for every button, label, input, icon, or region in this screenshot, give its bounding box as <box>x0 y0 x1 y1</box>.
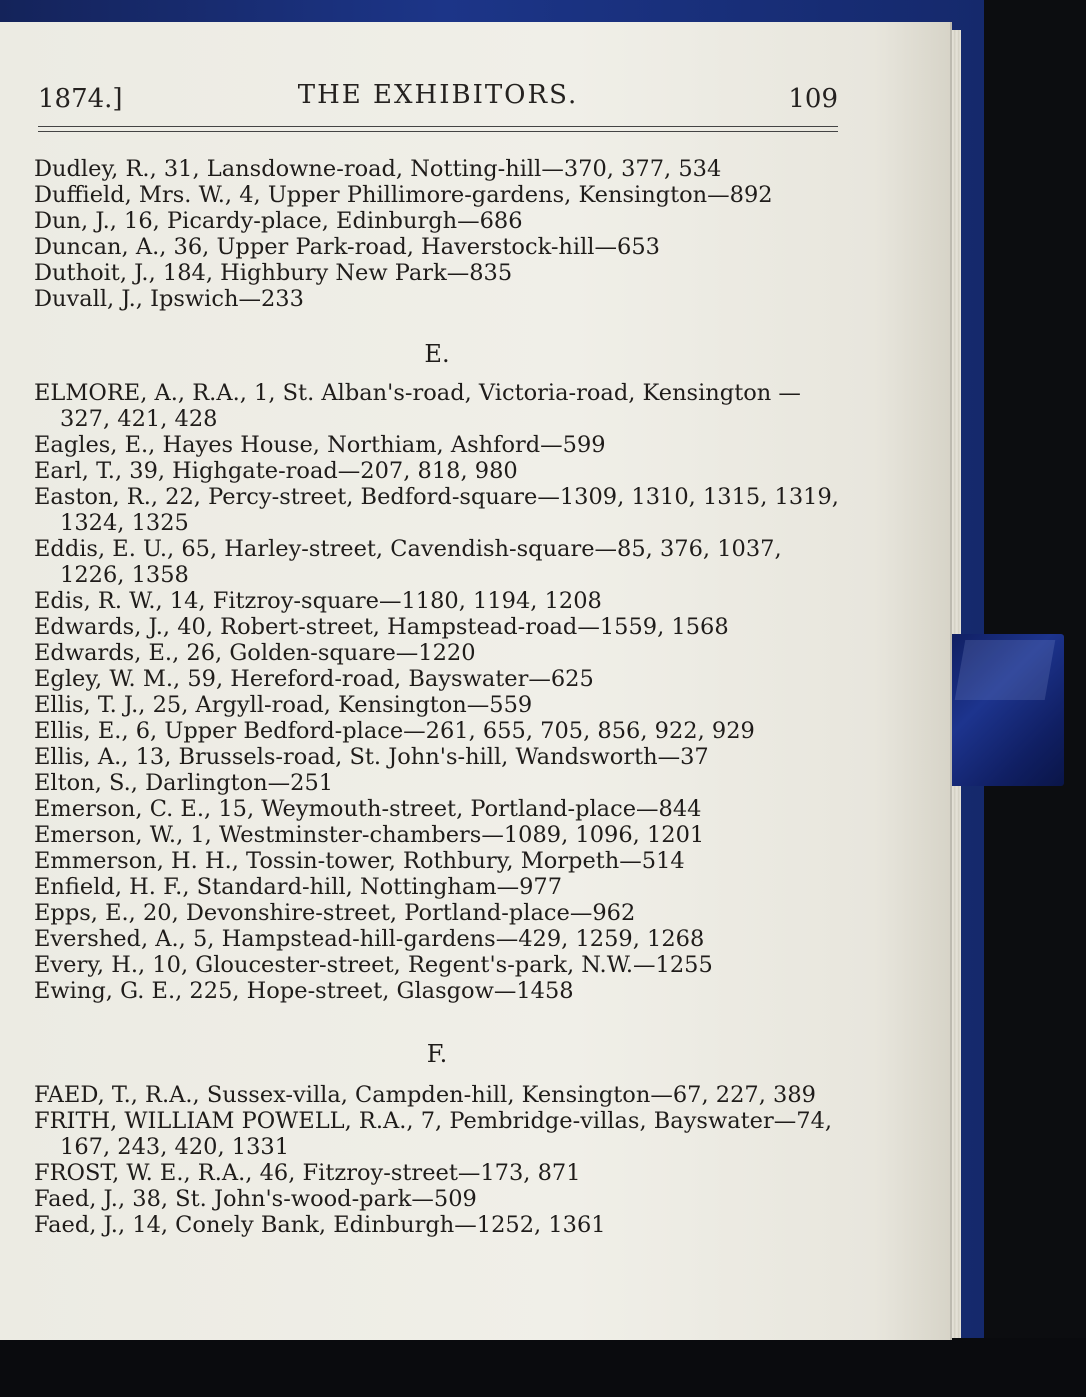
list-item: Ewing, G. E., 225, Hope-street, Glasgow—1458 <box>34 978 574 1004</box>
list-item: Faed, J., 38, St. John's-wood-park—509 <box>34 1186 477 1212</box>
page-title: THE EXHIBITORS. <box>297 80 579 110</box>
d-entries-list <box>34 156 840 312</box>
list-item: Dudley, R., 31, Lansdowne-road, Notting-hill—370, 377, 534 <box>34 156 722 182</box>
list-item: Dun, J., 16, Picardy-place, Edinburgh—686 <box>34 208 523 234</box>
f-entries-list <box>34 1082 840 1238</box>
running-head <box>38 78 838 126</box>
list-item: FRITH, WILLIAM POWELL, R.A., 7, Pembridge-villas, Bayswater—74, 167, 243, 420, 1331 <box>34 1108 833 1160</box>
section-heading-f: F. <box>426 1040 448 1068</box>
list-item: ELMORE, A., R.A., 1, St. Alban's-road, Victoria-road, Kensington —327, 421, 428 <box>34 380 801 432</box>
ribbon-sheen <box>955 640 1056 700</box>
list-item: Edwards, E., 26, Golden-square—1220 <box>34 640 476 666</box>
list-item: Ellis, E., 6, Upper Bedford-place—261, 655, 705, 856, 922, 929 <box>34 718 755 744</box>
list-item: Epps, E., 20, Devonshire-street, Portland-place—962 <box>34 900 636 926</box>
list-item: Ellis, T. J., 25, Argyll-road, Kensington—559 <box>34 692 533 718</box>
list-item: Emmerson, H. H., Tossin-tower, Rothbury, Morpeth—514 <box>34 848 685 874</box>
list-item: Enfield, H. F., Standard-hill, Nottingham—977 <box>34 874 563 900</box>
list-item: FROST, W. E., R.A., 46, Fitzroy-street—173, 871 <box>34 1160 581 1186</box>
list-item: Elton, S., Darlington—251 <box>34 770 334 796</box>
e-entries-list <box>34 380 840 1004</box>
list-item: Faed, J., 14, Conely Bank, Edinburgh—1252, 1361 <box>34 1212 606 1238</box>
section-heading-e: E. <box>424 340 450 368</box>
list-item: Duncan, A., 36, Upper Park-road, Haverstock-hill—653 <box>34 234 660 260</box>
list-item: Edwards, J., 40, Robert-street, Hampstead-road—1559, 1568 <box>34 614 729 640</box>
dark-background <box>0 1338 1086 1397</box>
page-number: 109 <box>788 84 838 114</box>
list-item: Edis, R. W., 14, Fitzroy-square—1180, 1194, 1208 <box>34 588 602 614</box>
list-item: Eagles, E., Hayes House, Northiam, Ashford—599 <box>34 432 606 458</box>
list-item: Ellis, A., 13, Brussels-road, St. John's-hill, Wandsworth—37 <box>34 744 709 770</box>
list-item: Emerson, W., 1, Westminster-chambers—1089, 1096, 1201 <box>34 822 705 848</box>
list-item: Eddis, E. U., 65, Harley-street, Cavendish-square—85, 376, 1037, 1226, 1358 <box>34 536 782 588</box>
list-item: Every, H., 10, Gloucester-street, Regent's-park, N.W.—1255 <box>34 952 713 978</box>
list-item: Egley, W. M., 59, Hereford-road, Bayswater—625 <box>34 666 594 692</box>
header-rule <box>38 126 838 132</box>
list-item: Emerson, C. E., 15, Weymouth-street, Portland-place—844 <box>34 796 702 822</box>
list-item: FAED, T., R.A., Sussex-villa, Campden-hill, Kensington—67, 227, 389 <box>34 1082 816 1108</box>
list-item: Evershed, A., 5, Hampstead-hill-gardens—429, 1259, 1268 <box>34 926 705 952</box>
list-item: Earl, T., 39, Highgate-road—207, 818, 980 <box>34 458 518 484</box>
list-item: Duthoit, J., 184, Highbury New Park—835 <box>34 260 513 286</box>
page-year: 1874.] <box>38 84 123 114</box>
list-item: Duvall, J., Ipswich—233 <box>34 286 304 312</box>
list-item: Easton, R., 22, Percy-street, Bedford-square—1309, 1310, 1315, 1319, 1324, 1325 <box>34 484 839 536</box>
list-item: Duffield, Mrs. W., 4, Upper Phillimore-gardens, Kensington—892 <box>34 182 773 208</box>
